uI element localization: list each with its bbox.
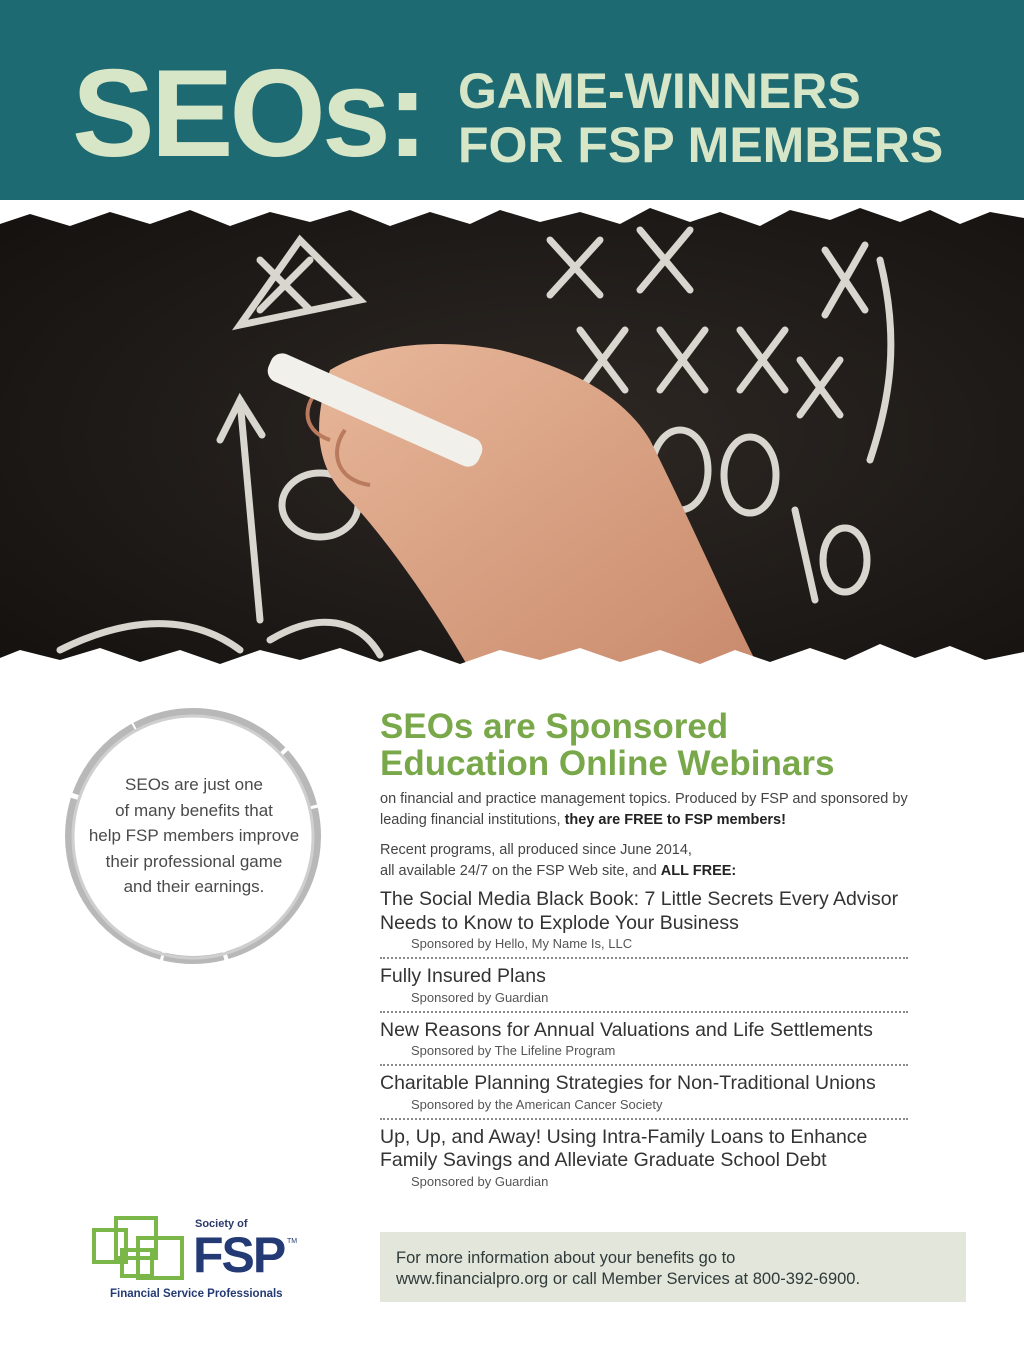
logo-fsp-text: FSP <box>193 1227 285 1283</box>
chalkboard-photo <box>0 200 1024 670</box>
tagline-line-1: GAME-WINNERS <box>458 63 861 119</box>
circle-line-3: help FSP members improve <box>88 826 300 845</box>
program-title: New Reasons for Annual Valuations and Life Settlements <box>380 1018 873 1041</box>
circle-line-5: and their earnings. <box>123 877 265 896</box>
logo-trademark: TM <box>287 1238 298 1245</box>
page-title: SEOs: <box>72 45 425 183</box>
program-title: The Social Media Black Book: 7 Little Secrets Every Advisor Needs to Know to Explode Your Business <box>380 888 899 934</box>
headline-line-2: Education Online Webinars <box>380 744 835 783</box>
program-title: Charitable Planning Strategies for Non-Traditional Unions <box>380 1072 876 1094</box>
intro-bold: they are FREE to FSP members! <box>564 812 786 828</box>
infobox-line-2: www.financialpro.org or call Member Services at 800-392-6900. <box>396 1270 861 1288</box>
list-item <box>380 1126 908 1195</box>
program-sponsor: Sponsored by Hello, My Name Is, LLC <box>411 936 633 951</box>
program-sponsor: Sponsored by the American Cancer Society <box>411 1096 663 1112</box>
infobox-line-1: For more information about your benefits go to <box>396 1249 736 1267</box>
intro-paragraph <box>380 789 940 831</box>
tagline <box>458 64 943 172</box>
program-title: Fully Insured Plans <box>380 965 546 987</box>
circle-line-2: of many benefits that <box>115 800 273 820</box>
recent-line-1: Recent programs, all produced since June 2014, <box>380 842 692 858</box>
recent-bold: ALL FREE: <box>660 863 737 879</box>
circle-callout <box>82 772 306 900</box>
intro-text: on financial and practice management topics. Produced by FSP and sponsored by leading financial institutions, <box>380 791 908 828</box>
program-list <box>380 888 908 1201</box>
logo-caption: Financial Service Professionals <box>110 1288 283 1300</box>
program-sponsor: Sponsored by Guardian <box>411 1173 549 1189</box>
tagline-line-2: FOR FSP MEMBERS <box>458 117 944 173</box>
list-item <box>380 888 908 959</box>
list-item <box>380 1072 908 1120</box>
circle-line-1: SEOs are just one <box>125 775 263 794</box>
circle-line-4: their professional game <box>105 851 283 871</box>
program-title: Up, Up, and Away! Using Intra-Family Loans to Enhance Family Savings and Alleviate Graduate School Debt <box>380 1125 868 1171</box>
recent-line-2: all available 24/7 on the FSP Web site, and <box>380 863 661 879</box>
logo-society-text: Society of <box>195 1218 248 1230</box>
contact-infobox <box>380 1232 966 1302</box>
recent-paragraph <box>380 840 940 882</box>
program-sponsor: Sponsored by The Lifeline Program <box>411 1043 616 1058</box>
section-headline <box>380 708 834 782</box>
program-sponsor: Sponsored by Guardian <box>411 989 549 1005</box>
list-item <box>380 1019 908 1067</box>
chalkboard-illustration <box>0 200 1024 670</box>
headline-line-1: SEOs are Sponsored <box>380 707 729 746</box>
list-item <box>380 965 908 1013</box>
